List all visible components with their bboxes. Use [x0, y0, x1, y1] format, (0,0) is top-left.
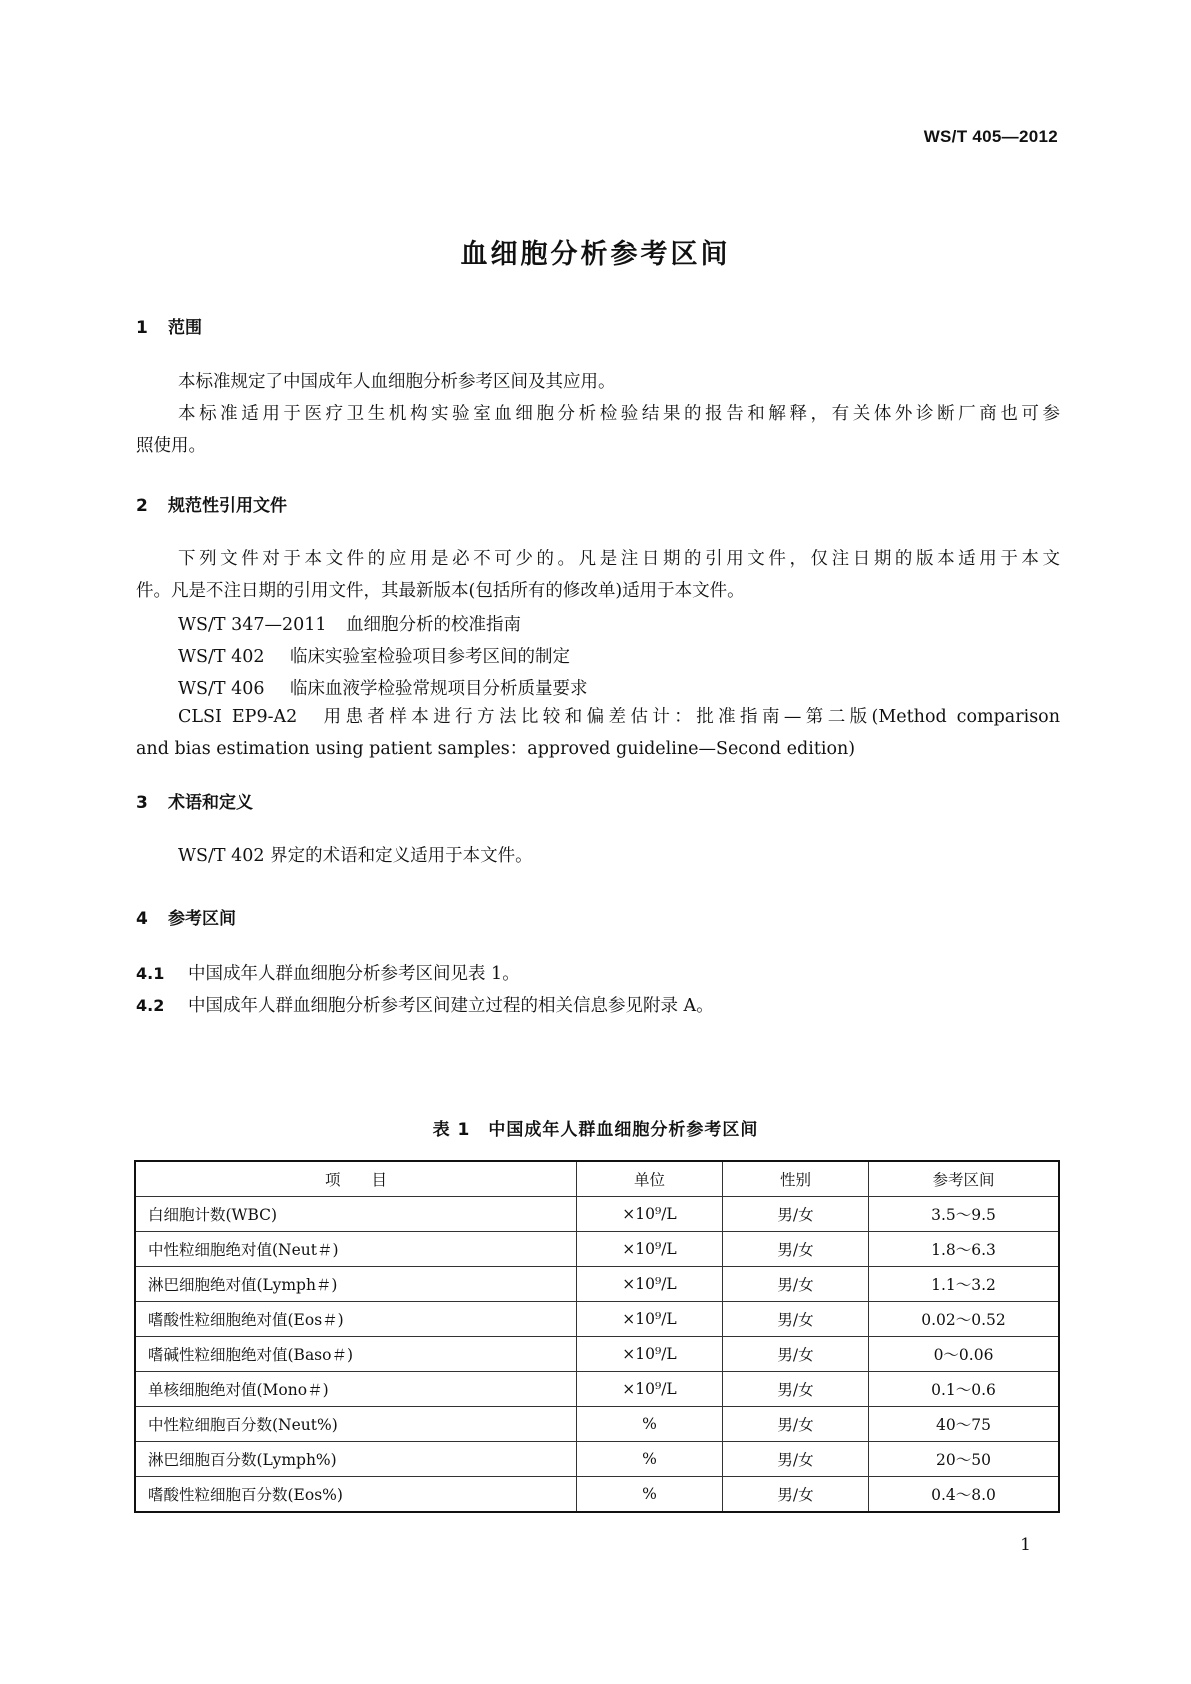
interval-cell: 20～50: [869, 1442, 1060, 1477]
clause-text: 中国成年人群血细胞分析参考区间建立过程的相关信息参见附录 A。: [188, 996, 714, 1016]
section-heading-scope: [136, 313, 202, 338]
gender-cell: 男/女: [723, 1442, 869, 1477]
gender-cell: 男/女: [723, 1197, 869, 1232]
interval-cell: 1.1～3.2: [869, 1267, 1060, 1302]
unit-cell: %: [577, 1407, 723, 1442]
unit-cell: ×10⁹/L: [577, 1232, 723, 1267]
reference-interval-table: [134, 1160, 1060, 1513]
unit-cell: %: [577, 1442, 723, 1477]
table-row: [135, 1302, 1059, 1337]
clause-number: 4.1: [136, 964, 165, 983]
item-cell: 嗜酸性粒细胞百分数(Eos%): [135, 1477, 577, 1513]
table-row: [135, 1232, 1059, 1267]
reference-item: [178, 611, 521, 636]
interval-cell: 0.02～0.52: [869, 1302, 1060, 1337]
reference-code: WS/T 347—2011: [178, 615, 327, 635]
reference-title: 临床实验室检验项目参考区间的制定: [290, 647, 570, 667]
column-header-item: 项 目: [135, 1161, 577, 1197]
item-cell: 嗜酸性粒细胞绝对值(Eos＃): [135, 1302, 577, 1337]
gender-cell: 男/女: [723, 1267, 869, 1302]
clause-4-1: [136, 960, 520, 985]
clause-text: 中国成年人群血细胞分析参考区间见表 1。: [188, 964, 520, 984]
reference-item: [178, 643, 570, 668]
table-row: [135, 1337, 1059, 1372]
normative-intro-line-1: 下列文件对于本文件的应用是必不可少的。凡是注日期的引用文件，仅注日期的版本适用于本文: [178, 549, 1060, 569]
gender-cell: 男/女: [723, 1407, 869, 1442]
gender-cell: 男/女: [723, 1232, 869, 1267]
terms-text: [136, 840, 1060, 872]
section-title: 术语和定义: [168, 793, 253, 813]
document-title: 血细胞分析参考区间: [460, 239, 731, 270]
table-row: [135, 1442, 1059, 1477]
section-heading-terms: [136, 788, 253, 813]
scope-paragraph-1: 本标准规定了中国成年人血细胞分析参考区间及其应用。: [178, 372, 616, 392]
table-row: [135, 1477, 1059, 1513]
interval-cell: 0.1～0.6: [869, 1372, 1060, 1407]
section-heading-normative: [136, 491, 287, 516]
table-row: [135, 1267, 1059, 1302]
gender-cell: 男/女: [723, 1302, 869, 1337]
normative-intro: [136, 543, 1060, 607]
section-title: 范围: [168, 318, 202, 338]
section-number: 2: [136, 496, 148, 516]
section-title: 参考区间: [168, 909, 236, 929]
column-header-gender: 性别: [723, 1161, 869, 1197]
reference-code: WS/T 406: [178, 679, 265, 699]
clause-4-2: [136, 992, 714, 1017]
table-row: [135, 1372, 1059, 1407]
gender-cell: 男/女: [723, 1337, 869, 1372]
table-caption: 表 1 中国成年人群血细胞分析参考区间: [432, 1120, 759, 1140]
interval-cell: 0～0.06: [869, 1337, 1060, 1372]
gender-cell: 男/女: [723, 1372, 869, 1407]
reference-code: WS/T 402: [178, 647, 265, 667]
page-number: 1: [1020, 1535, 1031, 1555]
clsi-reference-line-1: CLSI EP9-A2 用患者样本进行方法比较和偏差估计：批准指南—第二版(Method comparison: [178, 707, 1060, 727]
scope-paragraph-2-line-2: 照使用。: [136, 436, 206, 456]
section-title: 规范性引用文件: [168, 496, 287, 516]
unit-cell: ×10⁹/L: [577, 1302, 723, 1337]
item-cell: 单核细胞绝对值(Mono＃): [135, 1372, 577, 1407]
table-row: [135, 1197, 1059, 1232]
section-number: 3: [136, 793, 148, 813]
unit-cell: ×10⁹/L: [577, 1337, 723, 1372]
clause-number: 4.2: [136, 996, 165, 1015]
scope-text: [136, 366, 1060, 462]
unit-cell: ×10⁹/L: [577, 1372, 723, 1407]
item-cell: 淋巴细胞百分数(Lymph%): [135, 1442, 577, 1477]
clsi-reference: [136, 701, 1060, 765]
interval-cell: 40～75: [869, 1407, 1060, 1442]
item-cell: 白细胞计数(WBC): [135, 1197, 577, 1232]
normative-intro-line-2: 件。凡是不注日期的引用文件，其最新版本(包括所有的修改单)适用于本文件。: [136, 581, 745, 601]
item-cell: 淋巴细胞绝对值(Lymph＃): [135, 1267, 577, 1302]
reference-title: 血细胞分析的校准指南: [346, 615, 521, 635]
section-number: 1: [136, 318, 148, 338]
table-header-row: [135, 1161, 1059, 1197]
standard-code: WS/T 405—2012: [923, 127, 1058, 146]
section-number: 4: [136, 909, 148, 929]
item-cell: 嗜碱性粒细胞绝对值(Baso＃): [135, 1337, 577, 1372]
clsi-reference-line-2: and bias estimation using patient samples：approved guideline—Second edition): [136, 739, 856, 759]
item-cell: 中性粒细胞绝对值(Neut＃): [135, 1232, 577, 1267]
gender-cell: 男/女: [723, 1477, 869, 1513]
reference-item: [178, 675, 588, 700]
item-cell: 中性粒细胞百分数(Neut%): [135, 1407, 577, 1442]
interval-cell: 0.4～8.0: [869, 1477, 1060, 1513]
column-header-interval: 参考区间: [869, 1161, 1060, 1197]
unit-cell: %: [577, 1477, 723, 1513]
column-header-unit: 单位: [577, 1161, 723, 1197]
terms-paragraph: WS/T 402 界定的术语和定义适用于本文件。: [178, 846, 533, 866]
section-heading-reference-intervals: [136, 904, 236, 929]
reference-title: 临床血液学检验常规项目分析质量要求: [290, 679, 588, 699]
interval-cell: 1.8～6.3: [869, 1232, 1060, 1267]
unit-cell: ×10⁹/L: [577, 1267, 723, 1302]
scope-paragraph-2-line-1: 本标准适用于医疗卫生机构实验室血细胞分析检验结果的报告和解释，有关体外诊断厂商也可参: [178, 404, 1060, 424]
interval-cell: 3.5～9.5: [869, 1197, 1060, 1232]
unit-cell: ×10⁹/L: [577, 1197, 723, 1232]
table-row: [135, 1407, 1059, 1442]
